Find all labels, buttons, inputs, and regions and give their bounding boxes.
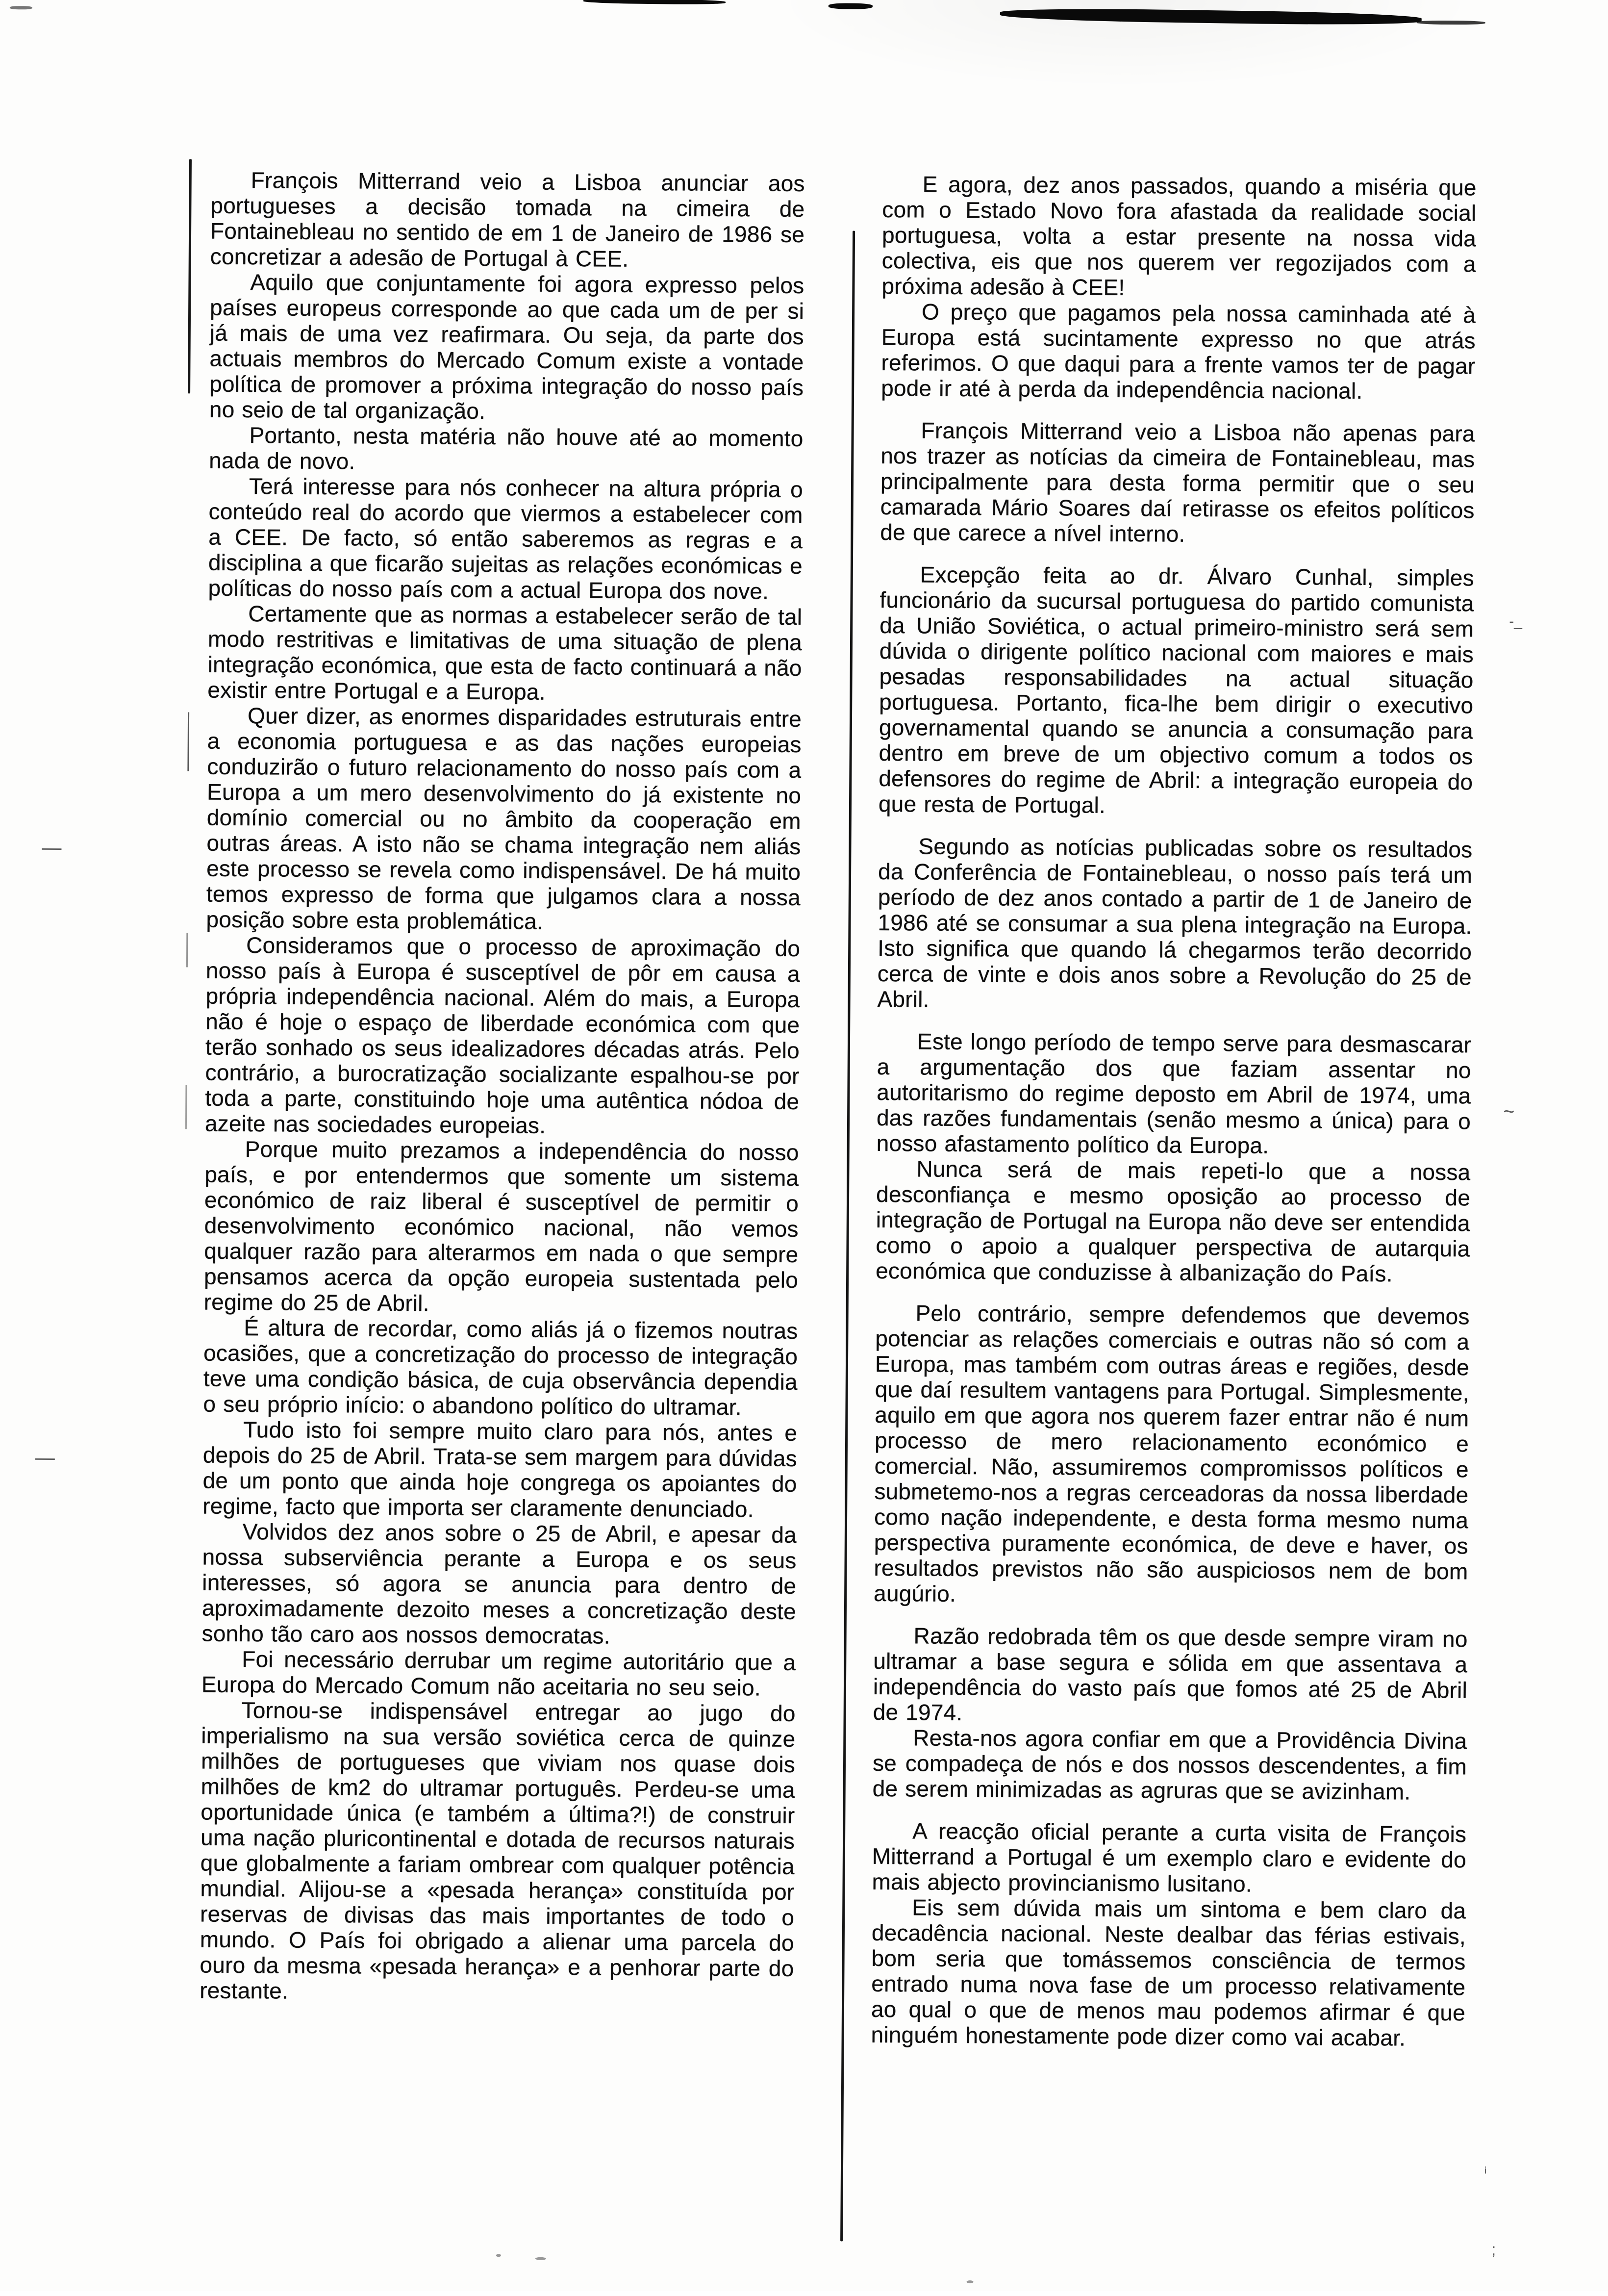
scan-artifact: ; [1491,2240,1496,2259]
paragraph: Volvidos dez anos sobre o 25 de Abril, e apesar da nossa subserviência perante a Europa e os seus interesses, só agora se anuncia para dentro de aproximadamente dezoito meses a concretização deste sonho tão caro aos nossos democratas. [201,1519,797,1649]
scan-artifact [10,6,32,9]
paragraph: Consideramos que o processo de aproximação do nosso país à Europa é susceptível de pôr em causa a própria independência nacional. Além do mais, a Europa não é hoje o espaço de liberdade económica com que terão sonhado os seus idealizadores décadas atrás. Pelo contrário, a burocratização socializante espalhou-se por toda a parte, constituindo hoje uma autêntica nódoa de azeite nas sociedades europeias. [204,932,801,1138]
paragraph: Tudo isto foi sempre muito claro para nós, antes e depois do 25 de Abril. Trata-se sem margem para dúvidas de um ponto que ainda hoje congrega os apoiantes do regime, facto que importa ser claramente denunciado. [202,1417,798,1522]
paragraph: E agora, dez anos passados, quando a miséria que com o Estado Novo fora afastada da realidade social portuguesa, volta a estar presente na nossa vida colectiva, eis que nos querem ver regozijados com a próxima adesão à CEE! [881,171,1477,301]
scan-artifact [829,3,873,9]
scan-artifact: -_ [1509,613,1523,630]
scan-artifact: ~ [1503,1100,1515,1122]
paragraph: Pelo contrário, sempre defendemos que devemos potenciar as relações comerciais e outras não só com a Europa, mas também com outras áreas e regiões, desde que daí resultem vantagens para Portugal. Simplesmente, aquilo em que agora nos querem fazer entrar não é num processo de mero relacionamento económico e comercial. Não, assumiremos compromissos políticos e submetemo-nos a regras cerceadoras da nossa liberdade como nação independente, e desta forma mesmo numa perspectiva puramente económica, de deve e haver, os resultados previstos não são auspiciosos nem de bom augúrio. [873,1300,1470,1607]
left-margin-rule-fragment [187,712,189,771]
paragraph: Aquilo que conjuntamente foi agora expresso pelos países europeus corresponde ao que cada um de per si já mais de uma vez reafirmara. Ou seja, da parte dos actuais membros do Mercado Comum existe a vontade política de promover a próxima integração do nosso país no seio de tal organização. [209,269,804,424]
paragraph: Nunca será de mais repeti-lo que a nossa desconfiança e mesmo oposição ao processo de integração de Portugal na Europa não deve ser entendida como o apoio a qualquer perspectiva de autarquia económica que conduzisse à albanização do País. [876,1156,1471,1287]
paragraph: Porque muito prezamos a independência do nosso país, e por entendermos que somente um sistema económico de raiz liberal é susceptível de permitir o desenvolvimento económico nacional, não vemos qualquer razão para alterarmos em nada o que sempre pensamos acerca da opção europeia sustentada pelo regime do 25 de Abril. [203,1136,799,1316]
paragraph: François Mitterrand veio a Lisboa anunciar aos portugueses a decisão tomada na cimeira de Fontainebleau no sentido de em 1 de Janeiro de 1986 se concretizar a adesão de Portugal à CEE. [210,167,805,272]
left-margin-rule-fragment [185,1085,187,1129]
paragraph: Excepção feita ao dr. Álvaro Cunhal, simples funcionário da sucursal portuguesa do partido comunista da União Soviética, o actual primeiro-ministro será sem dúvida o dirigente político nacional com maiores e mais pesadas responsabilidades na actual situação portuguesa. Portanto, fica-lhe bem dirigir o executivo governamental quando se anuncia a consumação para dentro em breve de um objectivo comum a todos os defensores do regime de Abril: a integração europeia do que resta de Portugal. [878,561,1474,818]
paragraph: Razão redobrada têm os que desde sempre viram no ultramar a base segura e sólida em que assentava a independência do vasto país que fomos até 25 de Abril de 1974. [873,1623,1468,1726]
paragraph: Foi necessário derrubar um regime autoritário que a Europa do Mercado Comum não aceitaria no seu seio. [201,1646,796,1701]
scan-artifact [1000,7,1422,26]
scan-artifact [1417,21,1485,25]
scan-artifact: — [42,837,62,859]
scan-artifact [535,2257,546,2260]
paragraph: Tornou-se indispensável entregar ao jugo do imperialismo na sua versão soviética cerca de quinze milhões de portugueses que viviam nos quase dois milhões de km2 do ultramar português. Perdeu-se uma oportunidade única (e também a última?!) de construir uma nação pluricontinental e dotada de recursos naturais que globalmente a fariam ombrear com qualquer potência mundial. Alijou-se a «pesada herança» constituída por reservas de divisas das mais importantes de todo o mundo. O País foi obrigado a alienar uma parcela do ouro da mesma «pesada herança» e a penhorar parte do restante. [200,1697,796,2004]
paragraph: Certamente que as normas a estabelecer serão de tal modo restritivas e limitativas de uma situação de plena integração económica, que esta de facto continuará a não existir entre Portugal e a Europa. [207,601,803,705]
scan-artifact: ⁱ [1483,2164,1487,2183]
right-column [871,171,1476,2051]
paragraph: François Mitterrand veio a Lisboa não apenas para nos trazer as notícias da cimeira de Fontainebleau, mas principalmente para desta forma permitir que o seu camarada Mário Soares daí retirasse os efeitos políticos de que carece a nível interno. [880,417,1475,547]
paragraph: Eis sem dúvida mais um sintoma e bem claro da decadência nacional. Neste dealbar das férias estivais, bom seria que tomássemos consciência de termos entrado numa nova fase de um processo relativamente ao qual o que de menos mau podemos afirmar é que ninguém honestamente pode dizer como vai acabar. [871,1894,1466,2051]
left-margin-rule [188,159,192,393]
column-divider-rule [840,231,855,2242]
paragraph: Resta-nos agora confiar em que a Providência Divina se compadeça de nós e dos nossos descendentes, a fim de serem minimizadas as agruras que se avizinham. [872,1725,1467,1805]
paragraph: A reacção oficial perante a curta visita de François Mitterrand a Portugal é um exemplo claro e evidente do mais abjecto provincianismo lusitano. [872,1818,1467,1897]
paragraph: Terá interesse para nós conhecer na altura própria o conteúdo real do acordo que viermos a estabelecer com a CEE. De facto, só então saberemos as regras e a disciplina a que ficarão sujeitas as relações económicas e políticas do nosso país com a actual Europa dos nove. [208,473,804,604]
paragraph: O preço que pagamos pela nossa caminhada até à Europa está sucintamente expresso no que atrás referimos. O que daqui para a frente vamos ter de pagar pode ir até à perda da independência nacional. [881,299,1476,404]
left-column [200,167,805,2007]
paragraph: Segundo as notícias publicadas sobre os resultados da Conferência de Fontainebleau, o nosso país terá um período de dez anos contado a partir de 1 de Janeiro de 1986 até se consumar a sua plena integração na Europa. Isto significa que quando lá chegarmos terão decorrido cerca de vinte e dois anos sobre a Revolução do 25 de Abril. [877,833,1473,1012]
scan-artifact: — [35,1447,55,1469]
left-margin-rule-fragment [186,933,188,967]
paragraph: Quer dizer, as enormes disparidades estruturais entre a economia portuguesa e as das nações europeias conduzirão o futuro relacionamento do nosso país com a Europa a um mero desenvolvimento do já existente no domínio comercial ou no âmbito da cooperação em outras áreas. A isto não se chama integração nem aliás este processo se revela como indispensável. De há muito temos expresso de forma que julgamos clara a nossa posição sobre esta problemática. [206,703,802,934]
paragraph: Este longo período de tempo serve para desmascarar a argumentação dos que faziam assentar no autoritarismo do regime deposto em Abril de 1974, uma das razões fundamentais (senão mesmo a única) para o nosso afastamento político da Europa. [876,1028,1472,1158]
scan-artifact [496,2254,501,2257]
paragraph: Portanto, nesta matéria não houve até ao momento nada de novo. [209,422,804,474]
paragraph: É altura de recordar, como aliás já o fizemos noutras ocasiões, que a concretização do processo de integração teve uma condição básica, de cuja observância dependia o seu próprio início: o abandono político do ultramar. [203,1315,798,1420]
scan-artifact [967,2280,974,2283]
scan-artifact [583,0,726,5]
